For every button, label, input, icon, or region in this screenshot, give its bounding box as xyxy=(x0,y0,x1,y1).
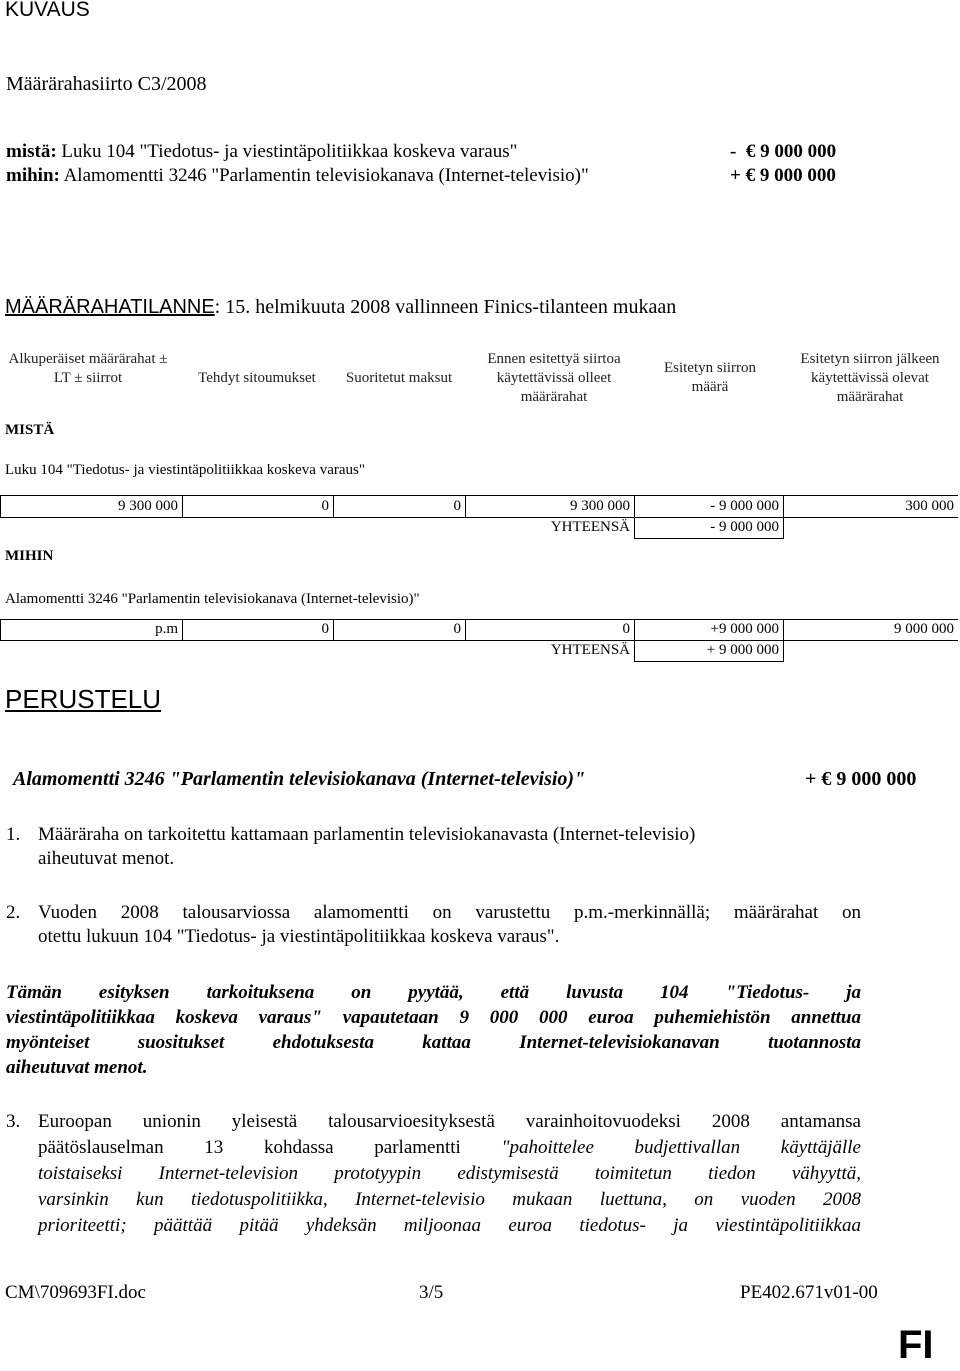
to-available-before: 0 xyxy=(622,621,630,637)
request-line1: Tämän esityksen tarkoituksena on pyytää, että luvusta 104 "Tiedotus- ja xyxy=(6,982,861,1003)
from-amount: - € 9 000 000 xyxy=(730,141,837,162)
section-from: MISTÄ xyxy=(5,422,55,438)
para1-line1: Määräraha on tarkoitettu kattamaan parlamentin televisiokanavasta (Internet-televisio) xyxy=(38,824,696,845)
col-header-transfer-amount: Esitetyn siirron määrä xyxy=(663,360,757,395)
para3-line2 xyxy=(38,1136,861,1160)
para3-quote-start: "pahoittelee budjettivallan käyttäjälle xyxy=(501,1137,861,1158)
request-line3: myönteiset suositukset ehdotuksesta kattaa Internet-televisiokanavan tuotannosta xyxy=(6,1032,861,1053)
justification-heading: PERUSTELU xyxy=(5,684,162,714)
from-total-value: - 9 000 000 xyxy=(710,519,779,535)
from-text: Luku 104 "Tiedotus- ja viestintäpolitiikkaa koskeva varaus" xyxy=(61,141,518,162)
to-commitments: 0 xyxy=(321,621,329,637)
request-line4: aiheutuvat menot. xyxy=(6,1057,148,1078)
from-transfer: - 9 000 000 xyxy=(710,498,779,514)
request-line2: viestintäpolitiikkaa koskeva varaus" vapautetaan 9 000 000 euroa puhemiehistön annettua xyxy=(6,1007,861,1028)
para2-number: 2. xyxy=(6,902,21,923)
to-total-label: YHTEENSÄ xyxy=(550,642,630,658)
footer-language: FI xyxy=(898,1323,934,1367)
page-heading: KUVAUS xyxy=(5,0,90,21)
from-total-label: YHTEENSÄ xyxy=(550,519,630,535)
to-available-after: 9 000 000 xyxy=(894,621,954,637)
justification-item-amount: + € 9 000 000 xyxy=(805,768,917,790)
to-payments: 0 xyxy=(453,621,461,637)
footer-page: 3/5 xyxy=(419,1282,444,1303)
para3-number: 3. xyxy=(6,1111,21,1132)
from-original: 9 300 000 xyxy=(118,498,178,514)
para3-line4: varsinkin kun tiedotuspolitiikka, Internet-televisio mukaan luettuna, on vuoden 2008 xyxy=(38,1189,861,1210)
to-original: p.m xyxy=(155,621,178,637)
col-header-available-after: Esitetyn siirron jälkeen käytettävissä olevat määrärahat xyxy=(800,351,940,405)
to-text: Alamomentti 3246 "Parlamentin televisiokanava (Internet-televisio)" xyxy=(63,165,589,186)
para3-line2-plain: päätöslauselman 13 kohdassa parlamentti xyxy=(38,1137,502,1158)
col-header-original: Alkuperäiset määrärahat ± LT ± siirrot xyxy=(8,351,168,386)
col-header-available-before: Ennen esitettyä siirtoa käytettävissä olleet määrärahat xyxy=(487,351,621,405)
footer-doc: CM\709693FI.doc xyxy=(5,1282,146,1303)
col-header-commitments: Tehdyt sitoumukset xyxy=(198,370,316,386)
to-amount: + € 9 000 000 xyxy=(730,165,836,186)
para3-line1: Euroopan unionin yleisestä talousarvioesityksestä varainhoitovuodeksi 2008 antamansa xyxy=(38,1111,861,1132)
row-divider xyxy=(634,538,784,539)
transfer-from-line xyxy=(6,141,517,163)
transfer-title: Määrärahasiirto C3/2008 xyxy=(6,73,207,95)
transfer-to-line xyxy=(6,165,589,187)
from-label: mistä: xyxy=(6,141,57,162)
footer-ref: PE402.671v01-00 xyxy=(740,1282,878,1303)
status-text: : 15. helmikuuta 2008 vallinneen Finics-tilanteen mukaan xyxy=(214,296,677,318)
to-label: mihin: xyxy=(6,165,60,186)
para1-line2: aiheutuvat menot. xyxy=(38,848,175,869)
para3-line5: prioriteetti; päättää pitää yhdeksän miljoonaa euroa tiedotus- ja viestintäpolitiikkaa xyxy=(38,1215,861,1236)
from-budget-line: Luku 104 "Tiedotus- ja viestintäpolitiikkaa koskeva varaus" xyxy=(5,462,365,478)
to-budget-line: Alamomentti 3246 "Parlamentin televisiokanava (Internet-televisio)" xyxy=(5,591,420,607)
para2-line1: Vuoden 2008 talousarviossa alamomentti on varustettu p.m.-merkinnällä; määrärahat on xyxy=(38,902,861,923)
justification-item-title: Alamomentti 3246 "Parlamentin televisiokanava (Internet-televisio)" xyxy=(13,768,586,790)
col-header-payments: Suoritetut maksut xyxy=(345,370,453,386)
from-payments: 0 xyxy=(453,498,461,514)
to-total-value: + 9 000 000 xyxy=(706,642,779,658)
status-label: MÄÄRÄRAHATILANNE xyxy=(5,296,215,318)
section-to: MIHIN xyxy=(5,548,54,564)
from-commitments: 0 xyxy=(321,498,329,514)
status-line xyxy=(5,296,676,319)
para2-line2: otettu lukuun 104 "Tiedotus- ja viestintäpolitiikkaa koskeva varaus". xyxy=(38,926,560,947)
para3-line3: toistaiseksi Internet-television prototyypin edistymisestä toimitetun tiedon vähyyttä, xyxy=(38,1163,861,1184)
from-available-after: 300 000 xyxy=(905,498,954,514)
row-divider xyxy=(634,661,784,662)
to-transfer: +9 000 000 xyxy=(710,621,779,637)
para1-number: 1. xyxy=(6,824,21,845)
from-available-before: 9 300 000 xyxy=(570,498,630,514)
